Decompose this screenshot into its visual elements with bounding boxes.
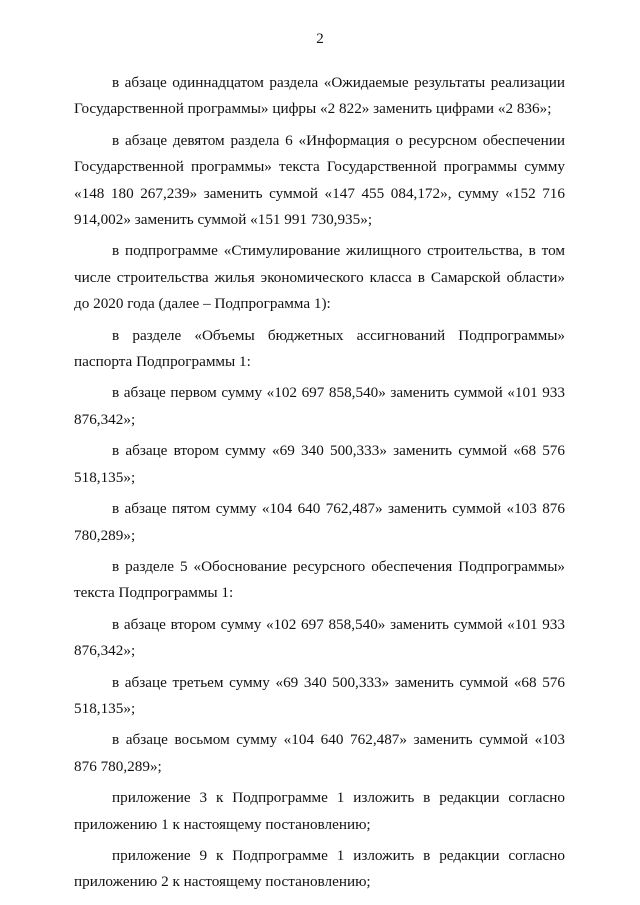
paragraph: в абзаце втором сумму «102 697 858,540» заменить суммой «101 933 876,342»; bbox=[74, 615, 565, 660]
paragraph: приложение 9 к Подпрограмме 1 изложить в редакции согласно приложению 2 к настоящему постановлению; bbox=[74, 846, 565, 891]
paragraph: в абзаце восьмом сумму «104 640 762,487» заменить суммой «103 876 780,289»; bbox=[74, 731, 565, 775]
paragraph: в абзаце втором сумму «69 340 500,333» заменить суммой «68 576 518,135»; bbox=[74, 442, 565, 486]
paragraph: в абзаце пятом сумму «104 640 762,487» заменить суммой «103 876 780,289»; bbox=[74, 500, 565, 544]
paragraph: в абзаце первом сумму «102 697 858,540» заменить суммой «101 933 876,342»; bbox=[74, 384, 565, 428]
page-number: 2 bbox=[316, 31, 324, 47]
paragraph: в абзаце девятом раздела 6 «Информация о ресурсном обеспечении Государственной программы» текста Государственной программы сумму «148 180 267,239» заменить суммой «147 455 084,172», сумму «152 716 914,002» заменить суммой «151 991 730,935»; bbox=[74, 131, 565, 229]
paragraph: в абзаце одиннадцатом раздела «Ожидаемые результаты реализации Государственной программы» цифры «2 822» заменить цифрами «2 836»; bbox=[74, 74, 565, 118]
paragraph: в подпрограмме «Стимулирование жилищного строительства, в том числе строительства жилья экономического класса в Самарской области» до 2020 года (далее – Подпрограмма 1): bbox=[74, 242, 565, 313]
paragraph: в разделе 5 «Обоснование ресурсного обеспечения Подпрограммы» текста Подпрограммы 1: bbox=[74, 557, 565, 602]
paragraph: в разделе «Объемы бюджетных ассигнований Подпрограммы» паспорта Подпрограммы 1: bbox=[74, 326, 565, 371]
paragraph: приложение 3 к Подпрограмме 1 изложить в редакции согласно приложению 1 к настоящему постановлению; bbox=[74, 789, 565, 833]
document-body bbox=[74, 70, 565, 901]
paragraph: в абзаце третьем сумму «69 340 500,333» заменить суммой «68 576 518,135»; bbox=[74, 673, 565, 717]
